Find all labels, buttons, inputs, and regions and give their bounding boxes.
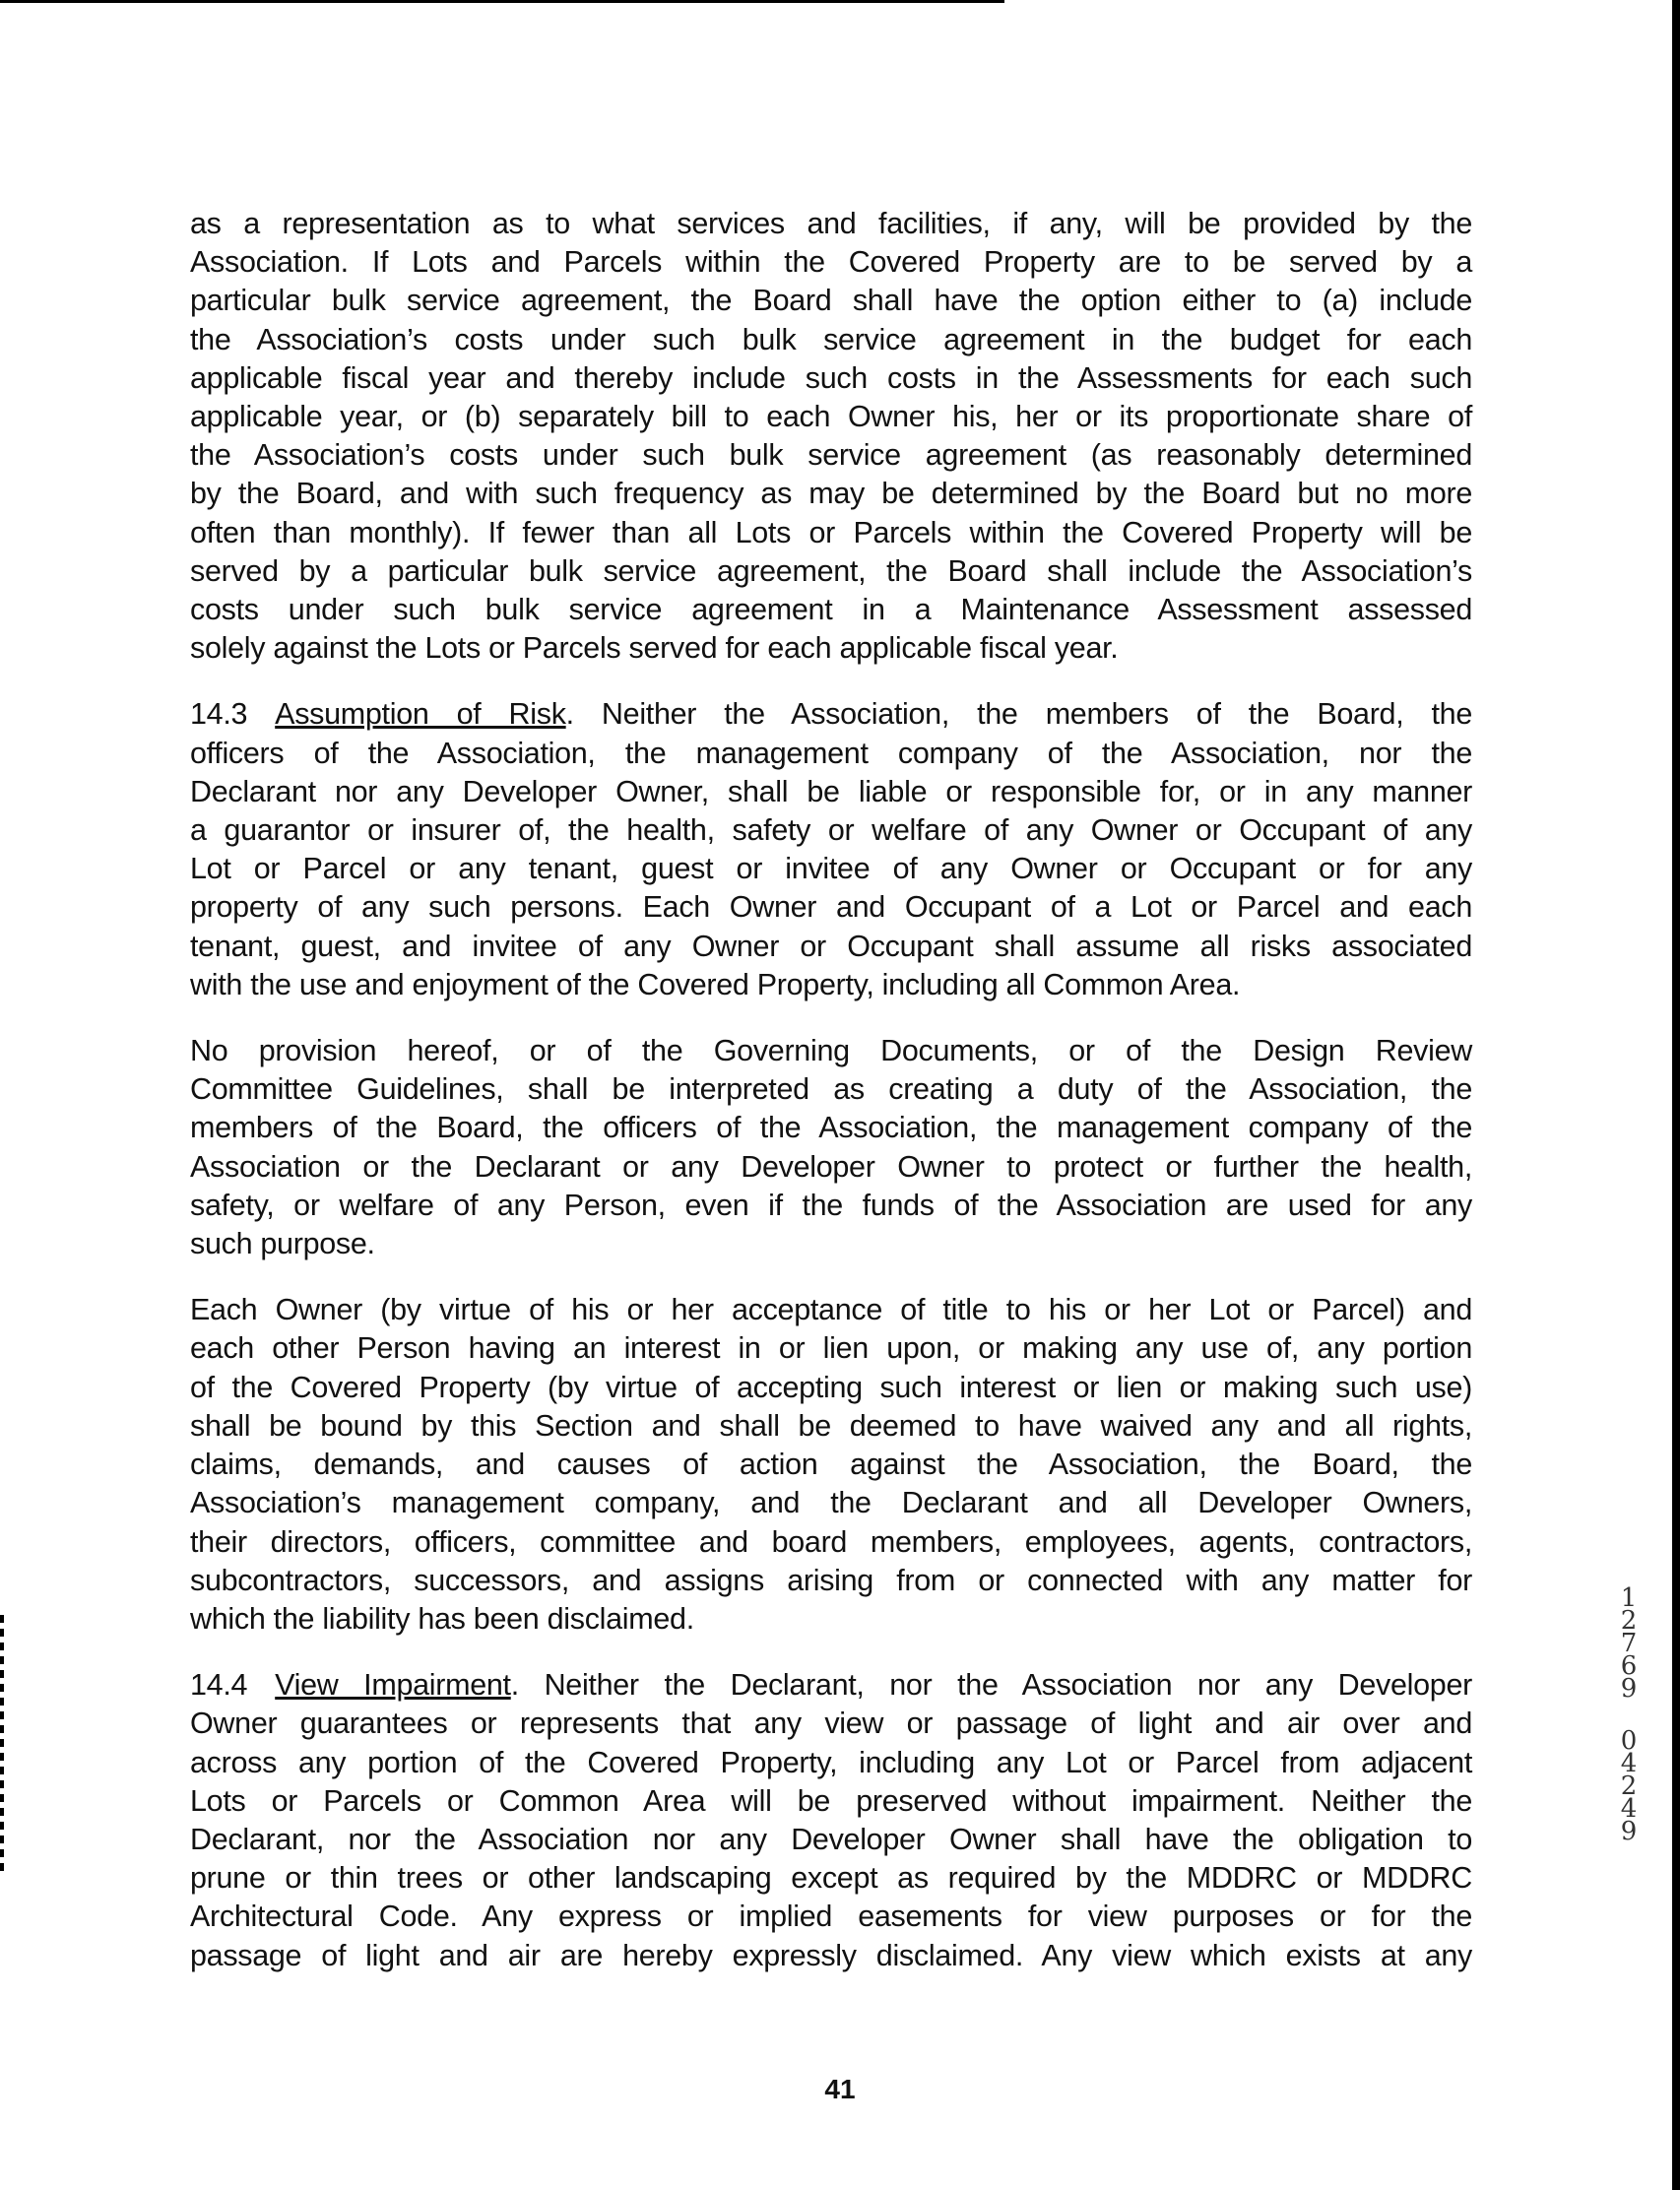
text-line: a guarantor or insurer of, the health, safety or welfare of any Owner or Occupant of any	[190, 813, 1472, 848]
text-line: particular bulk service agreement, the Board shall have the option either to (a) include	[190, 284, 1472, 318]
section-heading: View Impairment	[275, 1668, 511, 1703]
text-line: subcontractors, successors, and assigns arising from or connected with any matter for	[190, 1563, 1472, 1597]
text-line: applicable year, or (b) separately bill to each Owner his, her or its proportionate share of	[190, 400, 1472, 434]
text-line: such purpose.	[190, 1227, 375, 1261]
text-line: Architectural Code. Any express or implied easements for view purposes or for the	[190, 1900, 1472, 1934]
paragraph-no-duty	[190, 1032, 1472, 1263]
section-heading: Assumption of Risk	[275, 697, 566, 732]
text-line: which the liability has been disclaimed.	[190, 1601, 694, 1636]
text-line: safety, or welfare of any Person, even if the funds of the Association are used for any	[190, 1188, 1472, 1222]
text-line: members of the Board, the officers of the Association, the management company of the	[190, 1111, 1472, 1145]
stamp-digit: 9	[1620, 1674, 1638, 1704]
scan-left-marks	[0, 1615, 4, 1871]
scan-top-edge	[0, 0, 1004, 3]
section-number: 14.4	[190, 1668, 248, 1703]
text-line: often than monthly). If fewer than all Lots or Parcels within the Covered Property will be	[190, 515, 1472, 549]
text-line: prune or thin trees or other landscaping except as required by the MDDRC or MDDRC	[190, 1861, 1472, 1896]
text-line: Lots or Parcels or Common Area will be preserved without impairment. Neither the	[190, 1783, 1472, 1818]
text-line: Declarant nor any Developer Owner, shall be liable or responsible for, or in any manner	[190, 774, 1472, 808]
text-line: costs under such bulk service agreement in a Maintenance Assessment assessed	[190, 593, 1472, 627]
section-heading-line	[190, 695, 1472, 734]
paragraph-bulk-service	[190, 205, 1472, 668]
text-run: . Neither the Association, the members of the Board, the	[565, 697, 1472, 732]
text-line: shall be bound by this Section and shall be deemed to have waived any and all rights,	[190, 1408, 1472, 1443]
paragraph-waiver	[190, 1291, 1472, 1639]
text-line: Committee Guidelines, shall be interpreted as creating a duty of the Association, the	[190, 1072, 1472, 1107]
text-line: Declarant, nor the Association nor any Developer Owner shall have the obligation to	[190, 1822, 1472, 1856]
text-line: property of any such persons. Each Owner and Occupant of a Lot or Parcel and each	[190, 890, 1472, 925]
text-line: Lot or Parcel or any tenant, guest or invitee of any Owner or Occupant or for any	[190, 852, 1472, 886]
text-line: by the Board, and with such frequency as may be determined by the Board but no more	[190, 477, 1472, 511]
text-line: the Association’s costs under such bulk service agreement in the budget for each	[190, 322, 1472, 356]
text-line: Each Owner (by virtue of his or her acceptance of title to his or her Lot or Parcel) and	[190, 1293, 1472, 1327]
text-line: of the Covered Property (by virtue of accepting such interest or lien or making such use)	[190, 1370, 1472, 1404]
text-line: applicable fiscal year and thereby include such costs in the Assessments for each such	[190, 360, 1472, 395]
stamp-digit: 6	[1620, 1651, 1638, 1681]
recording-number-stamp	[1615, 1583, 1643, 1846]
text-line: across any portion of the Covered Property, including any Lot or Parcel from adjacent	[190, 1745, 1472, 1779]
section-heading-line	[190, 1666, 1472, 1705]
section-number: 14.3	[190, 697, 248, 732]
stamp-digit: 2	[1620, 1606, 1638, 1636]
text-line: passage of light and air are hereby expressly disclaimed. Any view which exists at any	[190, 1938, 1472, 1972]
text-line: No provision hereof, or of the Governing Documents, or of the Design Review	[190, 1034, 1472, 1068]
section-14-4-view-impairment	[190, 1666, 1472, 1975]
scan-right-edge	[1672, 0, 1680, 2190]
document-body	[190, 205, 1472, 2003]
text-line: Owner guarantees or represents that any view or passage of light and air over and	[190, 1707, 1472, 1741]
text-line: each other Person having an interest in or lien upon, or making any use of, any portion	[190, 1331, 1472, 1366]
page-number: 41	[824, 2074, 856, 2104]
stamp-digit: 9	[1620, 1817, 1638, 1846]
text-line: solely against the Lots or Parcels served for each applicable fiscal year.	[190, 631, 1119, 666]
section-14-3-assumption-of-risk	[190, 695, 1472, 1004]
text-run: . Neither the Declarant, nor the Association nor any Developer	[510, 1668, 1472, 1703]
text-line: with the use and enjoyment of the Covered Property, including all Common Area.	[190, 967, 1241, 1001]
text-line: claims, demands, and causes of action against the Association, the Board, the	[190, 1448, 1472, 1482]
text-line: Association. If Lots and Parcels within the Covered Property are to be served by a	[190, 245, 1472, 280]
stamp-digit: 7	[1620, 1629, 1638, 1658]
text-line: Association or the Declarant or any Developer Owner to protect or further the health,	[190, 1149, 1472, 1184]
stamp-digit: 4	[1620, 1794, 1638, 1824]
stamp-digit: 1	[1620, 1583, 1638, 1613]
text-line: tenant, guest, and invitee of any Owner or Occupant shall assume all risks associated	[190, 929, 1472, 963]
text-line: Association’s management company, and the Declarant and all Developer Owners,	[190, 1486, 1472, 1520]
text-line: served by a particular bulk service agreement, the Board shall include the Association’s	[190, 553, 1472, 588]
text-line: their directors, officers, committee and board members, employees, agents, contractors,	[190, 1524, 1472, 1559]
stamp-digit: 2	[1620, 1771, 1638, 1801]
text-line: the Association’s costs under such bulk service agreement (as reasonably determined	[190, 438, 1472, 473]
stamp-digit: 0	[1620, 1726, 1638, 1756]
stamp-digit: 4	[1620, 1749, 1638, 1778]
text-line: officers of the Association, the management company of the Association, nor the	[190, 736, 1472, 770]
text-line: as a representation as to what services and facilities, if any, will be provided by the	[190, 207, 1472, 240]
